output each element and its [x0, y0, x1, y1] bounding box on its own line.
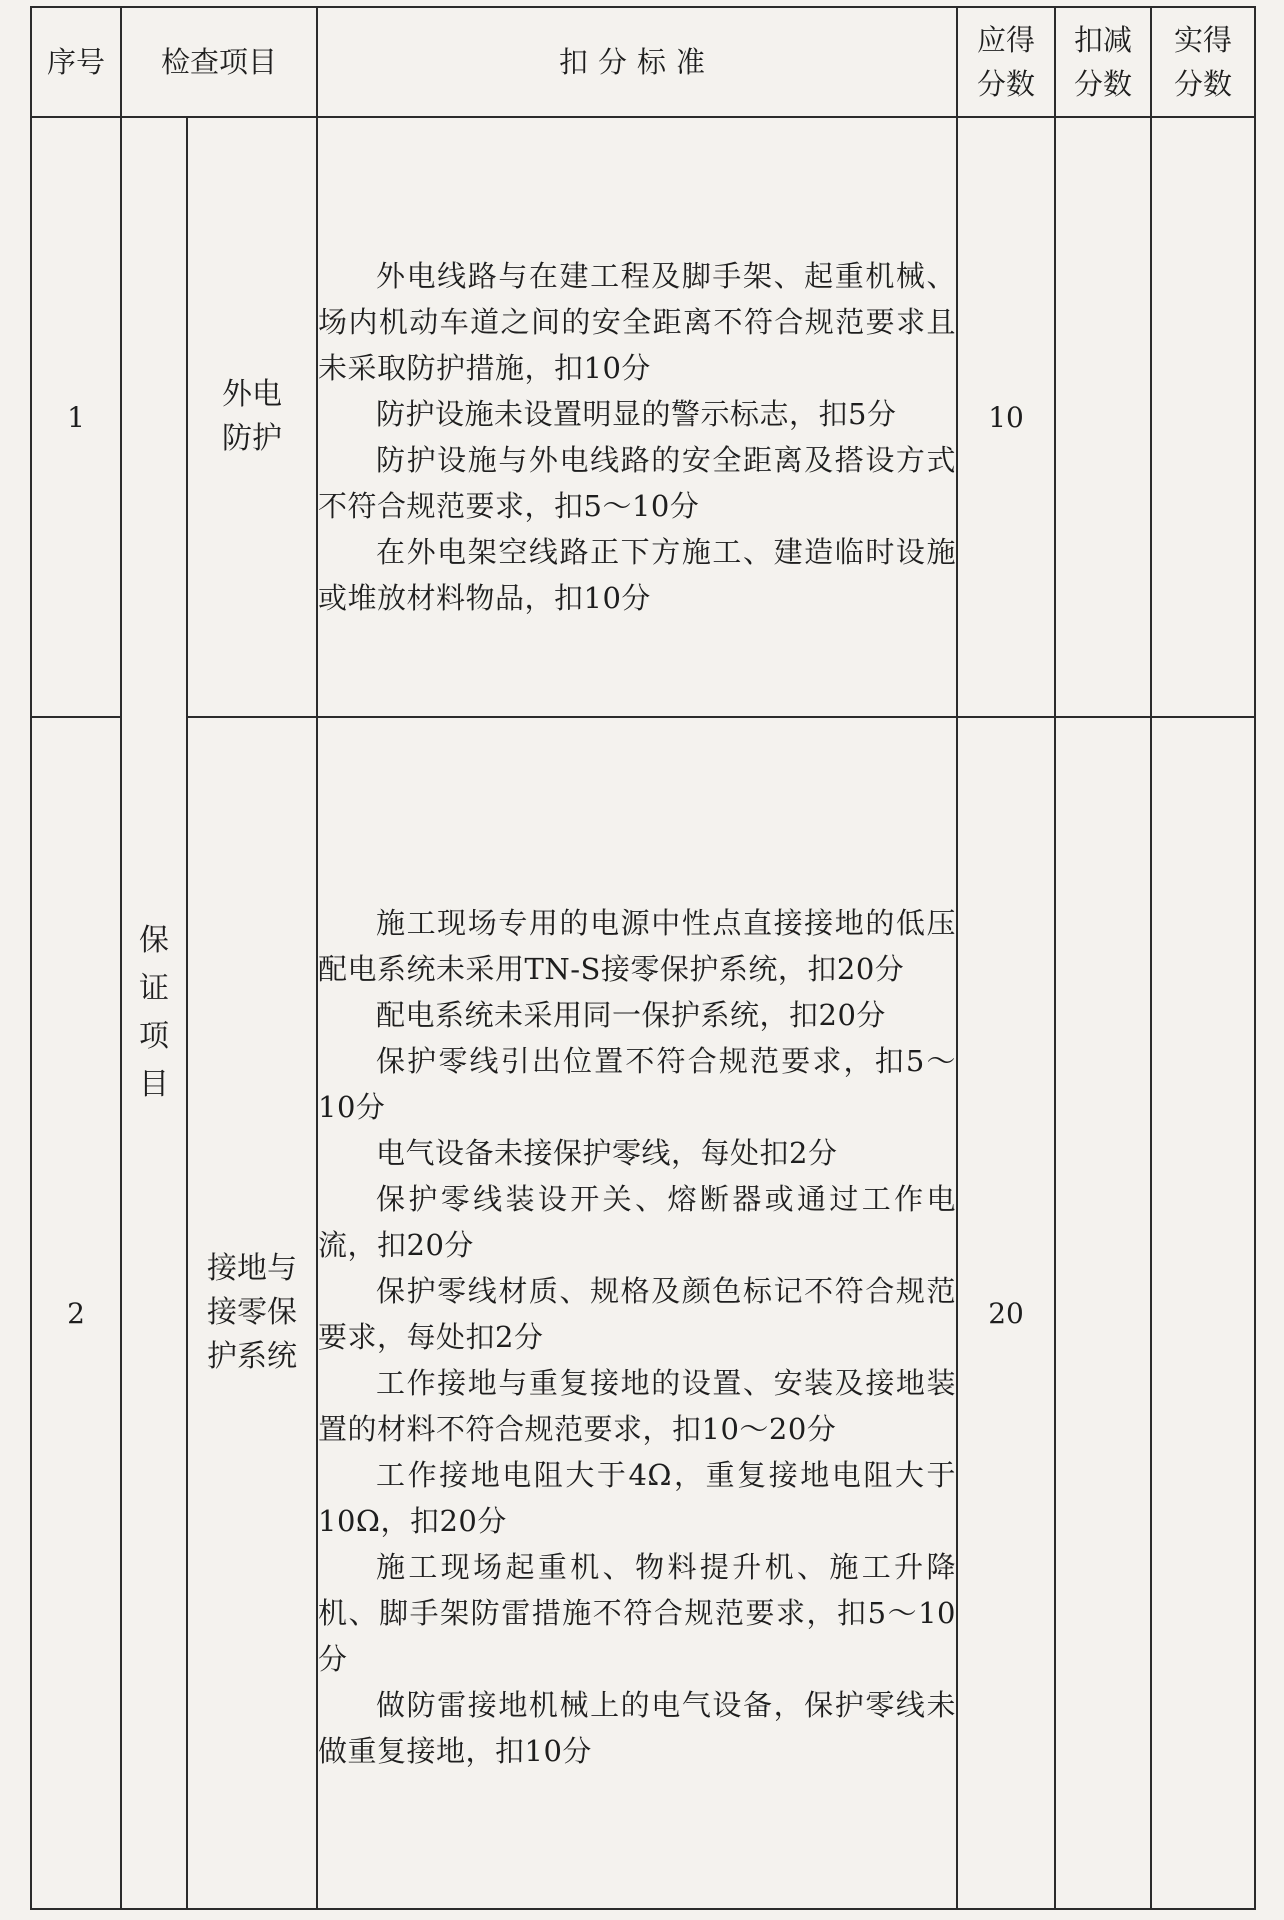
header-item: 检查项目: [121, 7, 317, 117]
row-seq: 1: [31, 117, 121, 717]
row-full-score: 10: [957, 117, 1055, 717]
criterion: 施工现场专用的电源中性点直接接地的低压配电系统未采用TN-S接零保护系统，扣20分: [318, 906, 957, 986]
table-row: [31, 117, 1255, 717]
criterion: 电气设备未接保护零线，每处扣2分: [376, 1136, 838, 1170]
criterion: 在外电架空线路正下方施工、建造临时设施或堆放材料物品，扣10分: [318, 535, 957, 615]
criterion: 保护零线装设开关、熔断器或通过工作电流，扣20分: [318, 1182, 957, 1262]
criterion: 配电系统未采用同一保护系统，扣20分: [376, 998, 886, 1032]
row-criteria: [317, 717, 957, 1909]
header-actual-score: 实得 分数: [1151, 7, 1255, 117]
row-actual-score: [1151, 117, 1255, 717]
row-deduct-score: [1055, 117, 1151, 717]
inspection-score-table: [30, 6, 1256, 1910]
header-criteria: 扣分标准: [317, 7, 957, 117]
criterion: 做防雷接地机械上的电气设备，保护零线未做重复接地，扣10分: [318, 1688, 957, 1768]
header-seq: 序号: [31, 7, 121, 117]
header-full-score: 应得 分数: [957, 7, 1055, 117]
criterion: 防护设施未设置明显的警示标志，扣5分: [376, 397, 897, 431]
row-actual-score: [1151, 717, 1255, 1909]
group-label-guarantee-items: 保 证 项 目: [121, 117, 187, 1909]
criterion: 外电线路与在建工程及脚手架、起重机械、场内机动车道之间的安全距离不符合规范要求且未采取防护措施，扣10分: [318, 259, 957, 385]
table-header-row: [31, 7, 1255, 117]
row-deduct-score: [1055, 717, 1151, 1909]
row-seq: 2: [31, 717, 121, 1909]
row-criteria: [317, 117, 957, 717]
table-row: [31, 717, 1255, 1909]
criterion: 保护零线引出位置不符合规范要求，扣5～10分: [318, 1044, 957, 1124]
row-item: 接地与 接零保 护系统: [187, 717, 317, 1909]
criterion: 施工现场起重机、物料提升机、施工升降机、脚手架防雷措施不符合规范要求，扣5～10分: [318, 1550, 957, 1676]
criterion: 工作接地电阻大于4Ω，重复接地电阻大于10Ω，扣20分: [318, 1458, 957, 1538]
row-item: 外电 防护: [187, 117, 317, 717]
criterion: 保护零线材质、规格及颜色标记不符合规范要求，每处扣2分: [318, 1274, 957, 1354]
criterion: 工作接地与重复接地的设置、安装及接地装置的材料不符合规范要求，扣10～20分: [318, 1366, 957, 1446]
row-full-score: 20: [957, 717, 1055, 1909]
criterion: 防护设施与外电线路的安全距离及搭设方式不符合规范要求，扣5～10分: [318, 443, 957, 523]
header-deduct-score: 扣减 分数: [1055, 7, 1151, 117]
